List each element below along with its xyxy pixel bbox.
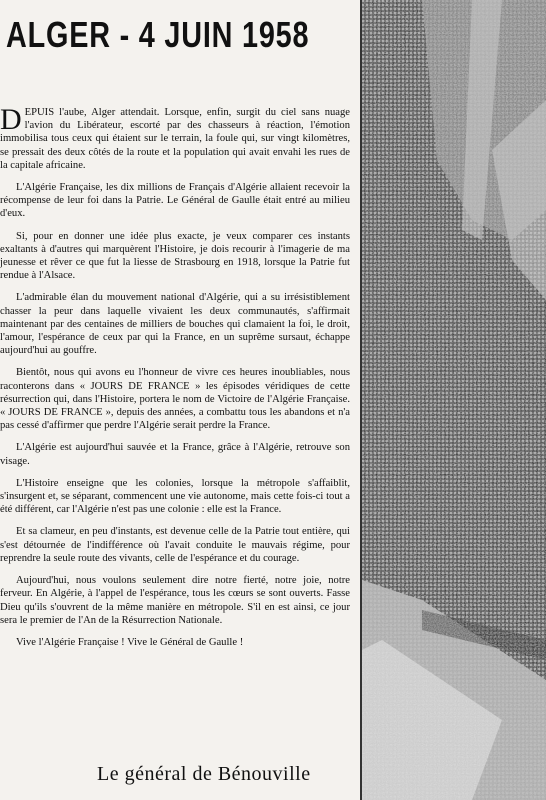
paragraph-9: Aujourd'hui, nous voulons seulement dire notre fierté, notre joie, notre ferveur. En Algérie, à l'appel de l'espérance, tous les cœurs se sont ouverts. Fasse Dieu qu'ils s'ouvrent de la même manière en métropole. S'il en est ainsi, ce jour sera le premier de l'An de la Résurrection Nationale. [0,575,350,626]
crowd-photo [362,0,546,800]
paragraph-7: L'Histoire enseigne que les colonies, lorsque la métropole s'affaiblit, s'insurgent et, se séparant, commencent une vie autonome, mais cette fois-ci tout a été différent, car l'Algérie n'est pas une colonie : elle est la France. [0,477,350,516]
paragraph-2: L'Algérie Française, les dix millions de Français d'Algérie allaient recevoir la récompense de leur foi dans la Patrie. Le Général de Gaulle était entré au milieu d'eux. [0,182,350,220]
paragraph-10: Vive l'Algérie Française ! Vive le Général de Gaulle ! [16,636,244,648]
paragraph-5: Bientôt, nous qui avons eu l'honneur de vivre ces heures inoubliables, nous raconterons dans « JOURS DE FRANCE » les épisodes véridiques de cette résurrection qui, dans l'Histoire, portera le nom de Victoire de l'Algérie Française. « JOURS DE FRANCE », depuis des années, a combattu tous les abandons et n'a pas cessé d'affirmer que perdre l'Algérie serait perdre la France. [0,367,350,432]
article-body [0,103,350,658]
paragraph-8: Et sa clameur, en peu d'instants, est devenue celle de la Patrie tout entière, qui s'est détournée de l'indifférence où l'avait conduite le mauvais régime, pour reprendre la seule route des vivants, celle de l'espérance et du courage. [0,526,350,564]
paragraph-6: L'Algérie est aujourd'hui sauvée et la France, grâce à l'Algérie, retrouve son visage. [0,442,350,467]
page-title: ALGER - 4 JUIN 1958 [6,14,310,55]
paragraph-3: Si, pour en donner une idée plus exacte, je veux comparer ces instants exaltants à d'autres qui marquèrent l'Histoire, je dois recourir à l'imagerie de ma jeunesse et rêver ce que fut la liesse de Strasbourg en 1918, lorsque la Patrie fut rendue à l'Alsace. [0,230,350,282]
drop-cap: D [0,103,22,136]
signature: Le général de Bénouville [97,763,311,785]
paragraph-1: DEPUIS l'aube, Alger attendait. Lorsque, enfin, surgit du ciel sans nuage l'avion du Libérateur, escorté par des chasseurs à réaction, l'émotion immobilisa tous ceux qui étaient sur le terrain, la foule qui, sur vingt kilomètres, se pressait des deux côtés de la route et la population qui avait envahi les rues de la capitale africaine. [0,103,350,171]
aerial-crowd-image [362,0,546,800]
paragraph-4: L'admirable élan du mouvement national d'Algérie, qui a su irrésistiblement chasser la peur dans laquelle vivaient les deux communautés, s'affirmait maintenant par des centaines de milliers de bouches qui clamaient la foi, le droit, l'amour, l'espérance de ceux par qui la France, en un suprême sursaut, échappe aujourd'hui au gouffre. [0,292,350,357]
